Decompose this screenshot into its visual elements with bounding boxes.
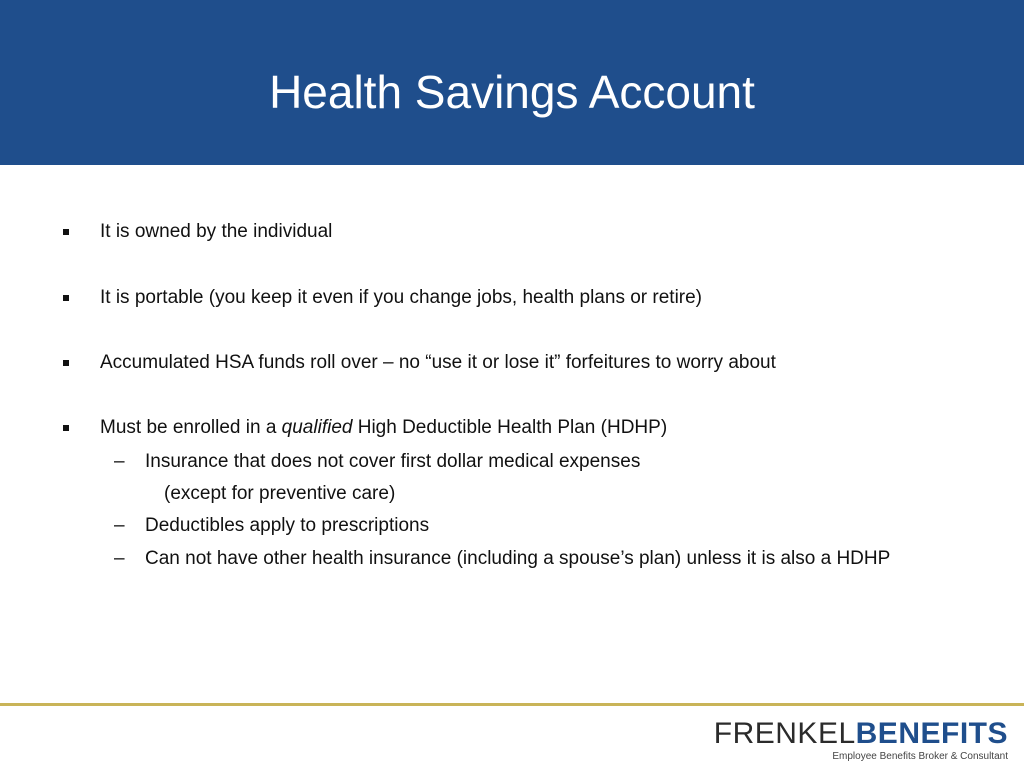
bullet-text: Accumulated HSA funds roll over – no “use it or lose it” forfeitures to worry about [100,352,776,373]
bullet-text [100,416,667,440]
logo-part-benefits: BENEFITS [855,717,1008,750]
sub-bullet-text: Can not have other health insurance (including a spouse’s plan) unless it is also a HDHP [145,548,891,569]
bullet-text: It is owned by the individual [100,221,333,242]
frenkel-benefits-logo [708,718,1008,764]
bullet-text-start: Must be enrolled in a [100,417,282,438]
square-bullet-icon [63,229,69,235]
dash-bullet-icon: – [114,451,125,472]
logo-part-frenkel: FRENKEL [713,717,856,750]
square-bullet-icon [63,360,69,366]
sub-bullet-continuation-text: (except for preventive care) [164,483,396,504]
square-bullet-icon [63,295,69,301]
dash-bullet-icon: – [114,548,125,569]
bullet-text-end: High Deductible Health Plan (HDHP) [352,417,668,438]
sub-bullet-text: Deductibles apply to prescriptions [145,515,430,536]
logo-tagline: Employee Benefits Broker & Consultant [832,751,1008,762]
bullet-text: It is portable (you keep it even if you change jobs, health plans or retire) [100,287,703,308]
sub-bullet-text: Insurance that does not cover first dollar medical expenses [145,451,641,472]
square-bullet-icon [63,425,69,431]
dash-bullet-icon: – [114,515,125,536]
footer-divider [0,703,1024,706]
slide-title: Health Savings Account [269,66,755,118]
logo-wordmark [714,718,1008,750]
qualified-emphasis: qualified [281,417,353,438]
